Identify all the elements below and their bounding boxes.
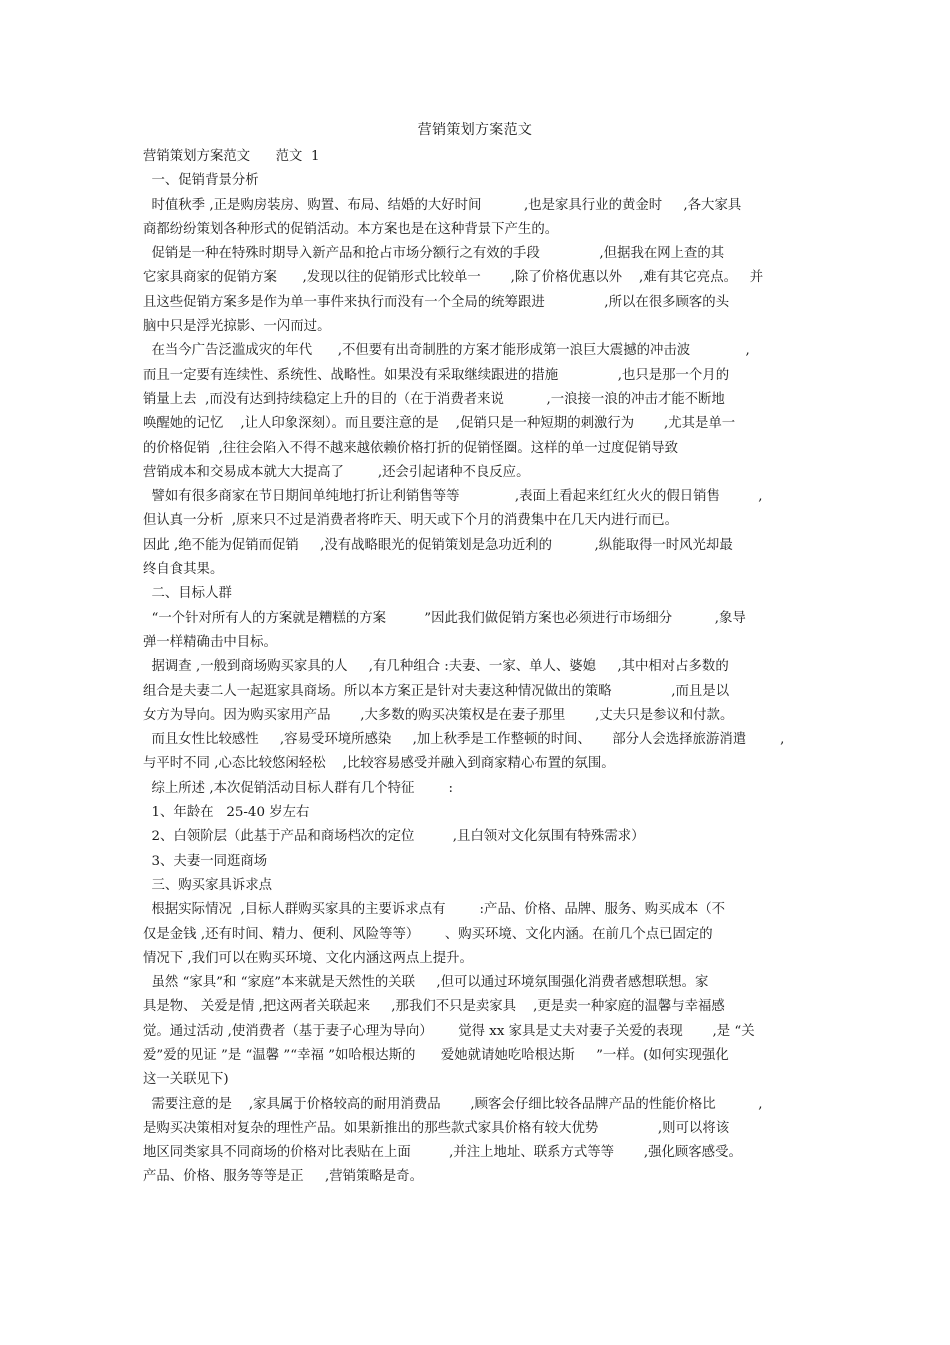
- document-title: 营销策划方案范文: [417, 122, 533, 138]
- text-line: 1、年龄在 25-40 岁左右: [143, 805, 310, 821]
- text-line: 根据实际情况 ,目标人群购买家具的主要诉求点有 :产品、价格、品牌、服务、购买成本（不: [143, 902, 726, 918]
- text-line: 情况下 ,我们可以在购买环境、文化内涵这两点上提升。: [143, 950, 473, 966]
- text-line: 二、目标人群: [143, 586, 232, 602]
- text-line: 一、促销背景分析: [143, 173, 259, 189]
- text-line: 爱”爱的见证 ”是 “温馨 ”“幸福 ”如哈根达斯的 爱她就请她吃哈根达斯 ”一样。(如何实现强化: [143, 1047, 729, 1063]
- text-line: 3、夫妻一同逛商场: [143, 853, 268, 869]
- text-line: 在当今广告泛滥成灾的年代 ,不但要有出奇制胜的方案才能形成第一浪巨大震撼的冲击波 ,: [143, 343, 750, 359]
- text-line: 地区同类家具不同商场的价格对比表贴在上面 ,并注上地址、联系方式等等 ,强化顾客感受。: [143, 1145, 742, 1161]
- text-line: 产品、价格、服务等等是正 ,营销策略是奇。: [143, 1169, 423, 1185]
- text-line: 2、白领阶层（此基于产品和商场档次的定位 ,且白领对文化氛围有特殊需求）: [143, 829, 645, 845]
- text-line: 譬如有很多商家在节日期间单纯地打折让利销售等等 ,表面上看起来红红火火的假日销售 ,: [143, 489, 763, 505]
- text-line: 虽然 “家具”和 “家庭”本来就是天然性的关联 ,但可以通过环境氛围强化消费者感想联想。家: [143, 975, 709, 991]
- text-line: 而且一定要有连续性、系统性、战略性。如果没有采取继续跟进的措施 ,也只是那一个月的: [143, 367, 730, 383]
- text-line: 促销是一种在特殊时期导入新产品和抢占市场分额行之有效的手段 ,但据我在网上查的其: [143, 246, 725, 262]
- text-line: 营销成本和交易成本就大大提高了 ,还会引起诸种不良反应。: [143, 464, 530, 480]
- text-line: 三、购买家具诉求点: [143, 877, 273, 893]
- text-line: 时值秋季 ,正是购房装房、购置、布局、结婚的大好时间 ,也是家具行业的黄金时 ,各大家具: [143, 197, 742, 213]
- text-line: 它家具商家的促销方案 ,发现以往的促销形式比较单一 ,除了价格优惠以外 ,难有其它亮点。 并: [143, 270, 764, 286]
- text-line: 是购买决策相对复杂的理性产品。如果新推出的那些款式家具价格有较大优势 ,则可以将该: [143, 1120, 730, 1136]
- text-line: 具是物、 关爱是情 ,把这两者关联起来 ,那我们不只是卖家具 ,更是卖一种家庭的温馨与幸福感: [143, 999, 725, 1015]
- text-line: 需要注意的是 ,家具属于价格较高的耐用消费品 ,顾客会仔细比较各品牌产品的性能价格比 ,: [143, 1096, 763, 1112]
- text-line: 仅是金钱 ,还有时间、精力、便利、风险等等） 、购买环境、文化内涵。在前几个点已固定的: [143, 926, 713, 942]
- text-line: 唤醒她的记忆 ,让人印象深刻）。而且要注意的是 ,促销只是一种短期的刺激行为 ,尤其是单一: [143, 416, 736, 432]
- text-line: 因此 ,绝不能为促销而促销 ,没有战略眼光的促销策划是急功近利的 ,纵能取得一时风光却最: [143, 537, 733, 553]
- text-line: 但认真一分析 ,原来只不过是消费者将昨天、明天或下个月的消费集中在几天内进行而已。: [143, 513, 679, 529]
- text-line: 商都纷纷策划各种形式的促销活动。本方案也是在这种背景下产生的。: [143, 221, 559, 237]
- text-line: 据调查 ,一般到商场购买家具的人 ,有几种组合 :夫妻、一家、单人、婆媳 ,其中相对占多数的: [143, 659, 729, 675]
- text-line: 且这些促销方案多是作为单一事件来执行而没有一个全局的统筹跟进 ,所以在很多顾客的头: [143, 294, 730, 310]
- text-line: 与平时不同 ,心态比较悠闲轻松 ,比较容易感受并融入到商家精心布置的氛围。: [143, 756, 615, 772]
- text-line: 终自食其果。: [143, 562, 224, 578]
- text-line: 综上所述 ,本次促销活动目标人群有几个特征 :: [143, 780, 454, 796]
- text-line: 销量上去 ,而没有达到持续稳定上升的目的（在于消费者来说 ,一浪接一浪的冲击才能不断地: [143, 391, 725, 407]
- document-body: [143, 145, 811, 1190]
- text-line: 觉。通过活动 ,使消费者（基于妻子心理为导向） 觉得 xx 家具是丈夫对妻子关爱的表现 ,是 “关: [143, 1023, 755, 1039]
- text-line: 的价格促销 ,往往会陷入不得不越来越依赖价格打折的促销怪圈。这样的单一过度促销导致: [143, 440, 679, 456]
- text-line: 女方为导向。因为购买家用产品 ,大多数的购买决策权是在妻子那里 ,丈夫只是参议和付款。: [143, 707, 734, 723]
- text-line: 弹一样精确击中目标。: [143, 634, 277, 650]
- text-line: 而且女性比较感性 ,容易受环境所感染 ,加上秋季是工作整顿的时间、 部分人会选择旅游消遣 ,: [143, 732, 785, 748]
- text-line: 脑中只是浮光掠影、一闪而过。: [143, 319, 331, 335]
- text-line: 营销策划方案范文 范文 1: [143, 149, 320, 164]
- text-line: “一个针对所有人的方案就是糟糕的方案 ”因此我们做促销方案也必须进行市场细分 ,象导: [143, 610, 746, 626]
- text-line: 组合是夫妻二人一起逛家具商场。所以本方案正是针对夫妻这种情况做出的策略 ,而且是以: [143, 683, 730, 699]
- text-line: 这一关联见下): [143, 1072, 229, 1088]
